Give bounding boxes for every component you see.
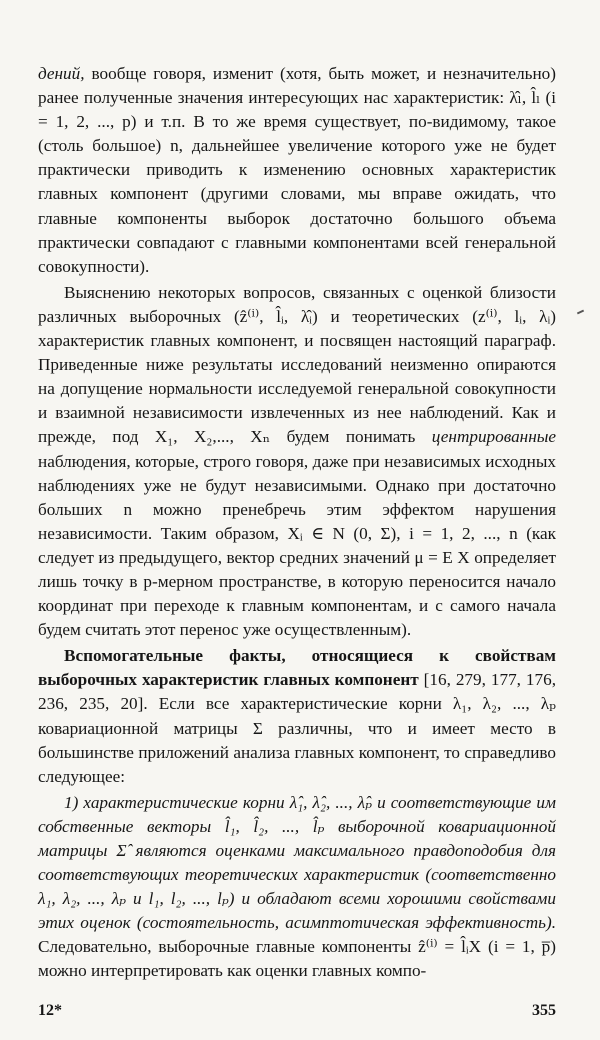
paragraph-auxiliary-facts xyxy=(38,644,556,789)
margin-mark xyxy=(577,310,584,315)
body-text xyxy=(38,62,556,984)
paragraph-text: Выяснению некоторых вопросов, связанных с оценкой близости различных выборочных (ẑ⁽ⁱ⁾, l̂ᵢ, λ̂ᵢ) и теоретических (z⁽ⁱ⁾, lᵢ, λᵢ) характеристик главных компонент, и посвящен настоящий параграф. Приведенные ниже результаты исследований неизменно опираются на допущение нормальности исследуемой генеральной совокупности и взаимной независимости извлеченных из нее наблюдений. Как и прежде, под X₁, X₂,..., Xₙ будем понимать xyxy=(38,282,556,447)
paragraph-text: наблюдения, которые, строго говоря, даже при независимых исходных наблюдениях уже не будут независимыми. Однако при достаточно больших n можно пренебречь этим эффектом нарушения независимости. Таким образом, Xᵢ ∈ N (0, Σ), i = 1, 2, ..., n (как следует из предыдущего, вектор средних значений μ = E X определяет лишь точку в p-мерном пространстве, в которую переносится начало координат при переходе к главным компонентам, и с самого начала будем считать этот перенос уже осуществленным). xyxy=(38,451,556,640)
paragraph-item-1 xyxy=(38,791,556,984)
signature-mark: 12* xyxy=(38,1002,62,1019)
paragraph-continuation xyxy=(38,62,556,279)
run-in-heading: Вспомогательные факты, относящиеся к свойствам выборочных характеристик главных компонент xyxy=(38,646,556,690)
paragraph-text: Следовательно, выборочные главные компоненты ẑ⁽ⁱ⁾ = l̂ᵢX (i = 1, p̅) можно интерпретировать как оценки главных компо- xyxy=(38,937,556,981)
paragraph-text: вообще говоря, изменит (хотя, быть может, и незначительно) ранее полученные значения интересующих нас характеристик: λ̂ₗ, l̂ₗ (i = 1, 2, ..., p) и т.п. В то же время существует, по-видимому, такое (столь большое) n, дальнейшее увеличение которого уже не будет практически приводить к изменению основных характеристик главных компонент (другими словами, мы вправе ожидать, что главные компоненты выборок достаточно большого объема практически совпадают с главными компонентами всей генеральной совокупности). xyxy=(38,64,556,276)
page-footer xyxy=(38,1002,556,1020)
italic-lead: дений, xyxy=(38,64,85,83)
page-number: 355 xyxy=(532,1002,556,1019)
italic-term: центрированные xyxy=(431,427,556,447)
paragraph-text: [16, 279, 177, 176, 236, 235, 20]. Если все характеристические корни λ₁, λ₂, ..., λₚ ковариационной матрицы Σ различны, что и имеет место в большинстве приложений анализа главных компонент, то справедливо следующее: xyxy=(38,670,557,786)
paragraph-purpose xyxy=(38,281,556,642)
italic-statement: 1) характеристические корни λ̂₁, λ̂₂, ..., λ̂ₚ и соответствующие им собственные векторы l̂₁, l̂₂, ..., l̂ₚ выборочной ковариационной матрицы Σ̂ являются оценками максимального правдоподобия для соответствующих теоретических характеристик (соответственно λ₁, λ₂, ..., λₚ и l₁, l₂, ..., lₚ) и обладают всеми хорошими свойствами этих оценок (состоятельность, асимптотическая эффективность). xyxy=(38,792,556,933)
